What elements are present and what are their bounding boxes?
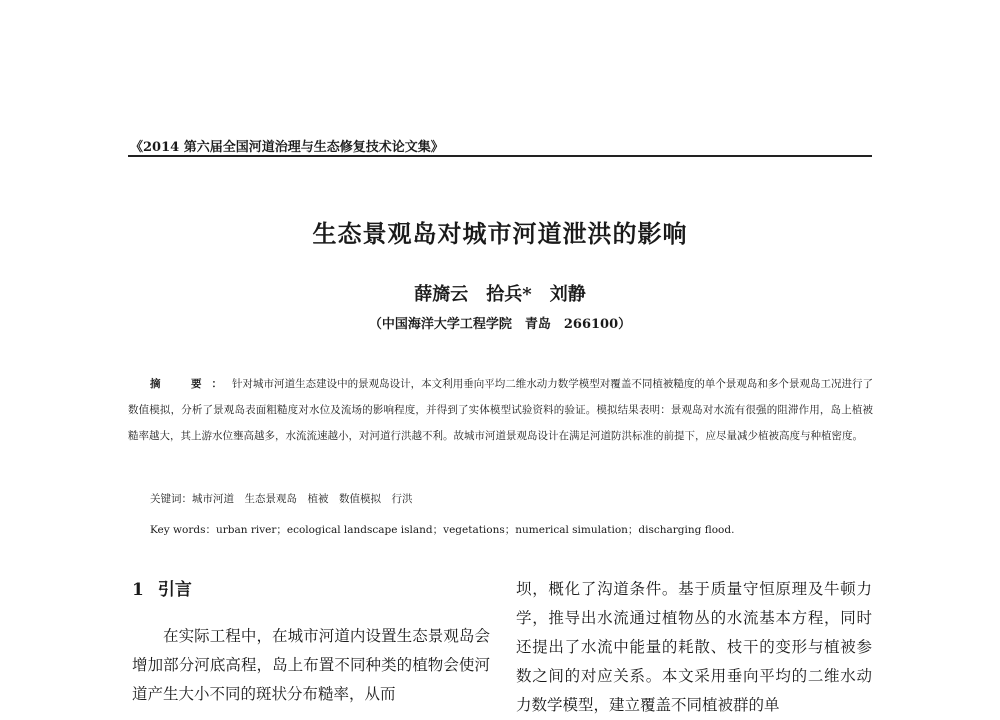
section-heading [132,575,490,600]
left-column [132,575,490,703]
paper-affiliation: （中国海洋大学工程学院 青岛 266100） [368,317,632,332]
keywords-en: Key words：urban river；ecological landscape island；vegetations；numerical simulation；discharging flood. [150,524,735,536]
paper-authors: 薛旖云 拾兵* 刘静 [414,284,586,305]
abstract-label: 摘 要： [150,378,233,390]
abstract [128,371,873,449]
intro-paragraph-right: 坝，概化了沟道条件。基于质量守恒原理及牛顿力学，推导出水流通过植物丛的水流基本方程，同时还提出了水流中能量的耗散、枝干的变形与植被参数之间的对应关系。本文采用垂向平均的二维水动力数学模型，建立覆盖不同植被群的单 [516,580,872,714]
right-column [516,575,872,720]
header-rule [128,155,872,157]
section-number: 1 [132,580,144,600]
paper-title: 生态景观岛对城市河道泄洪的影响 [312,219,688,248]
intro-paragraph-left: 在实际工程中，在城市河道内设置生态景观岛会增加部分河底高程，岛上布置不同种类的植物会使河道产生大小不同的斑状分布糙率，从而 [132,627,490,703]
running-head: 《2014 第六届全国河道治理与生态修复技术论文集》 [130,140,444,155]
keywords-cn: 关键词：城市河道 生态景观岛 植被 数值模拟 行洪 [150,493,413,505]
section-title: 引言 [157,580,192,600]
abstract-text: 针对城市河道生态建设中的景观岛设计，本文利用垂向平均二维水动力数学模型对覆盖不同植被糙度的单个景观岛和多个景观岛工况进行了数值模拟，分析了景观岛表面粗糙度对水位及流场的影响程度，并得到了实体模型试验资料的验证。模拟结果表明：景观岛对水流有很强的阻滞作用，岛上植被糙率越大，其上游水位壅高越多，水流流速越小，对河道行洪越不利。故城市河道景观岛设计在满足河道防洪标准的前提下，应尽量减少植被高度与种植密度。 [128,378,873,442]
